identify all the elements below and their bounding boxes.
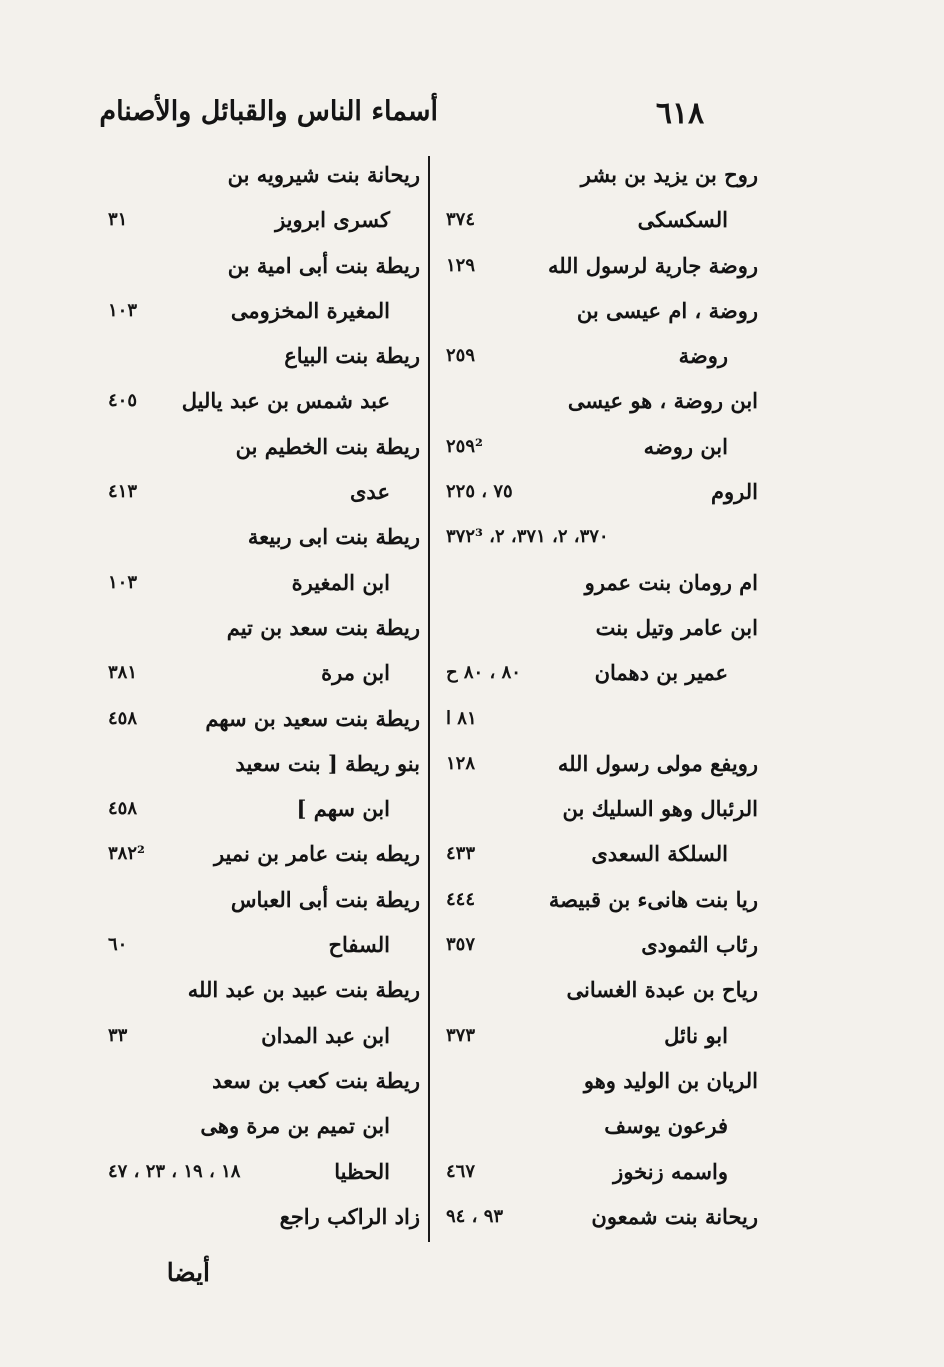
entry-name: ريطة بنت سعد بن تيم <box>226 614 420 640</box>
entry-name: ريطة بنت أبى امية بن <box>227 252 420 278</box>
index-entry <box>100 424 420 469</box>
index-column-right <box>440 152 758 1239</box>
entry-name: السكسكى <box>637 207 728 233</box>
index-entry <box>440 469 758 514</box>
index-entry <box>100 786 420 831</box>
entry-page-refs: ٤٣٣ <box>446 843 476 865</box>
entry-name: ريطة بنت كعب بن سعد <box>212 1067 420 1093</box>
entry-name: واسمه زنخوز <box>613 1158 728 1184</box>
entry-page-refs: ٣٣ <box>108 1024 128 1046</box>
index-entry <box>440 1013 758 1058</box>
entry-page-refs: ٨٠ ، ٨٠ ح <box>446 662 521 684</box>
index-entry <box>440 967 758 1012</box>
entry-name: السفاح <box>328 932 390 958</box>
index-entry <box>100 288 420 333</box>
entry-page-refs: ٤١٣ <box>108 481 138 503</box>
index-entry <box>100 922 420 967</box>
index-entry <box>100 967 420 1012</box>
index-entry <box>440 922 758 967</box>
index-entry <box>100 378 420 423</box>
entry-name: عمير بن دهمان <box>594 660 728 686</box>
index-entry <box>440 197 758 242</box>
entry-name: رياح بن عبدة الغسانى <box>566 977 758 1003</box>
entry-page-refs: ١٠٣ <box>108 571 138 593</box>
index-entry <box>440 560 758 605</box>
entry-name: ابو نائل <box>664 1022 728 1048</box>
entry-name: ريطة بنت أبى العباس <box>230 886 420 912</box>
index-entry <box>100 152 420 197</box>
index-entry <box>440 288 758 333</box>
entry-page-refs: ٤٤٤ <box>446 888 476 910</box>
entry-name: ريطة بنت الخطيم بن <box>235 433 420 459</box>
entry-name: بنو ريطة [ بنت سعيد <box>235 750 420 776</box>
entry-name: روضة جارية لرسول الله <box>547 252 758 278</box>
index-entry <box>100 831 420 876</box>
entry-name: ابن تميم بن مرة وهى <box>200 1113 390 1139</box>
entry-page-refs: ١٨ ، ١٩ ، ٢٣ ، ٤٧ <box>108 1160 241 1182</box>
entry-name: الريان بن الوليد وهو <box>583 1067 758 1093</box>
entry-page-refs: ١٠٣ <box>108 299 138 321</box>
entry-page-refs: ٤٥٨ <box>108 707 138 729</box>
index-entry <box>100 560 420 605</box>
index-entry <box>100 650 420 695</box>
index-entry <box>100 243 420 288</box>
index-entry <box>440 696 758 741</box>
index-entry <box>440 1149 758 1194</box>
index-column-left <box>100 152 420 1239</box>
index-entry <box>100 1194 420 1239</box>
entry-page-refs: ٦٠ <box>108 934 128 956</box>
index-entry <box>440 243 758 288</box>
entry-page-refs: ٣١ <box>108 209 128 231</box>
index-entry <box>440 333 758 378</box>
entry-page-refs: ٧٥ ، ٢٢٥ <box>446 481 513 503</box>
entry-name: روح بن يزيد بن بشر <box>580 162 758 187</box>
index-entry <box>100 1013 420 1058</box>
index-entry <box>440 424 758 469</box>
entry-name: ريطة بنت سعيد بن سهم <box>205 705 420 731</box>
entry-name: رئاب الثمودى <box>641 932 758 958</box>
entry-page-refs: ٨١ ا <box>446 707 477 729</box>
running-header-title: أسماء الناس والقبائل والأصنام <box>99 96 438 127</box>
entry-page-refs: ٤٦٧ <box>446 1160 476 1182</box>
entry-page-refs: ٣٥٧ <box>446 934 476 956</box>
index-entry <box>440 877 758 922</box>
entry-name: ابن المغيرة <box>291 569 390 595</box>
index-entry <box>440 514 758 559</box>
continuation-word: أيضا <box>166 1258 210 1287</box>
entry-name: ابن مرة <box>321 660 390 686</box>
index-entry <box>100 469 420 514</box>
entry-name: ابن روضة ، هو عيسى <box>567 388 758 414</box>
entry-name: ريطة بنت ابى ربيعة <box>247 524 420 550</box>
index-entry <box>440 1058 758 1103</box>
entry-page-refs: ٣٨٢² <box>108 843 145 865</box>
index-entry <box>100 877 420 922</box>
entry-page-refs: ٩٣ ، ٩٤ <box>446 1205 504 1227</box>
entry-name: الحظيا <box>334 1158 390 1184</box>
index-entry <box>100 696 420 741</box>
entry-name: السلكة السعدى <box>591 841 728 867</box>
index-entry <box>100 1149 420 1194</box>
index-entry <box>440 741 758 786</box>
entry-page-refs: ٤٠٥ <box>108 390 138 412</box>
entry-name: ريطة بنت البياع <box>284 343 420 369</box>
index-entry <box>440 1103 758 1148</box>
entry-name: الروم <box>711 479 758 505</box>
entry-name: عدى <box>350 479 390 505</box>
entry-name: رويفع مولى رسول الله <box>557 750 758 776</box>
index-entry <box>100 741 420 786</box>
entry-name: ام رومان بنت عمرو <box>584 569 758 595</box>
entry-page-refs: ٣٧٣ <box>446 1024 476 1046</box>
entry-name: ابن عامر وتيل بنت <box>595 614 758 640</box>
entry-name: ابن سهم ] <box>296 796 390 822</box>
entry-name: روضة ، ام عيسى بن <box>576 297 758 323</box>
entry-name: عبد شمس بن عبد ياليل <box>181 388 390 414</box>
index-entry <box>440 650 758 695</box>
entry-page-refs: ٤٥٨ <box>108 798 138 820</box>
index-entry <box>100 605 420 650</box>
entry-name: فرعون يوسف <box>604 1113 728 1139</box>
entry-page-refs: ٣٨١ <box>108 662 138 684</box>
entry-page-refs: ٢٥٩² <box>446 435 483 457</box>
entry-name: ريا بنت هانىء بن قبيصة <box>548 886 758 912</box>
entry-name: روضة <box>678 343 728 369</box>
entry-name: ابن عبد المدان <box>261 1022 390 1048</box>
index-entry <box>100 1058 420 1103</box>
entry-name: زاد الراكب راجع <box>279 1203 420 1229</box>
entry-name: الرئبال وهو السليك بن <box>562 796 758 822</box>
index-entry <box>440 1194 758 1239</box>
index-entry <box>440 378 758 423</box>
entry-name: ريحانة بنت شمعون <box>591 1203 758 1229</box>
index-entry <box>440 605 758 650</box>
entry-name: ريطه بنت عامر بن نمير <box>213 841 420 867</box>
entry-page-refs: ٢٥٩ <box>446 345 476 367</box>
entry-page-refs: ١٢٩ <box>446 254 476 276</box>
index-entry <box>100 333 420 378</box>
entry-name: ابن روضه <box>643 433 728 459</box>
entry-name: ريحانة بنت شيرويه بن <box>227 162 420 187</box>
index-entry <box>100 197 420 242</box>
index-entry <box>440 831 758 876</box>
index-entry <box>100 1103 420 1148</box>
column-divider <box>428 156 430 1242</box>
entry-name: كسرى ابرويز <box>275 207 390 233</box>
entry-page-refs: ١٢٨ <box>446 752 476 774</box>
index-entry <box>100 514 420 559</box>
index-entry <box>440 786 758 831</box>
entry-page-refs: ٣٧٤ <box>446 209 476 231</box>
entry-name: المغيرة المخزومى <box>230 297 390 323</box>
page-number: ٦١٨ <box>655 96 705 131</box>
index-entry <box>440 152 758 197</box>
entry-page-refs: ٣٧٠، ٢، ٣٧١، ٢، ٣٧٢³ <box>446 526 609 548</box>
entry-name: ريطة بنت عبيد بن عبد الله <box>187 977 420 1003</box>
